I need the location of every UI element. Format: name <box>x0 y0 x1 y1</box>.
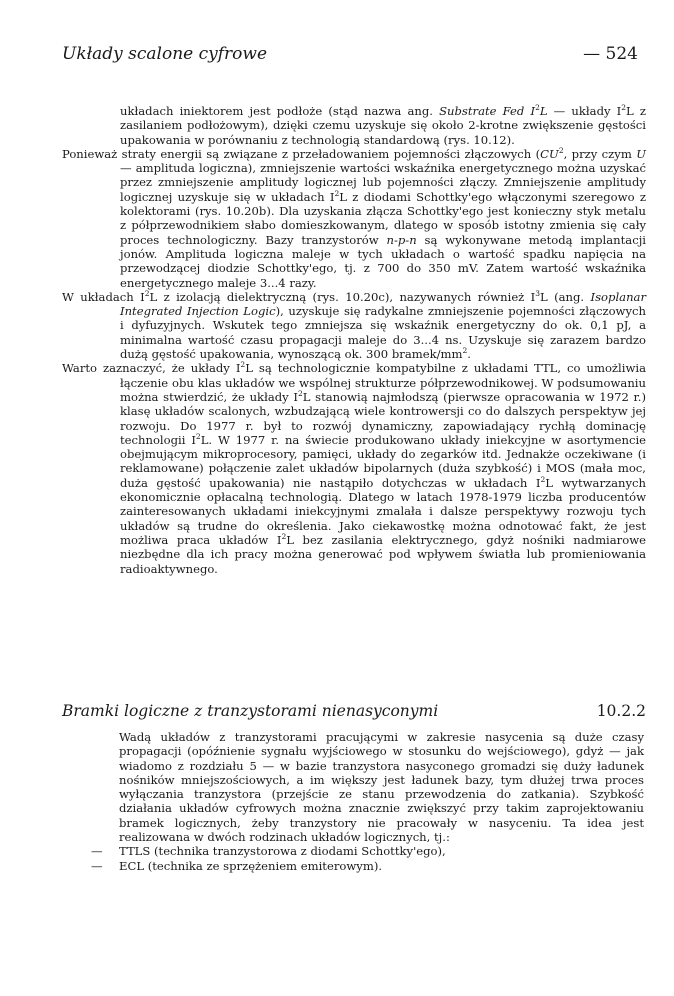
text-run: Ponieważ straty energii są związane z przeładowaniem pojemności złączowych ( <box>62 146 541 161</box>
text-run: L z izolacją dielektryczną (rys. 10.20c), nazywanych również I <box>149 289 536 304</box>
superscript: 2 <box>621 103 627 113</box>
text-run: Warto zaznaczyć, że układy I <box>62 361 241 376</box>
technology-list <box>91 844 644 873</box>
text-run: , przy czym <box>563 146 637 161</box>
text-run: CU <box>540 146 559 161</box>
paragraph-2 <box>62 147 646 290</box>
text-run: Isoplanar Integrated Injection Logic <box>120 289 646 319</box>
text-run: L bez zasilania elektrycznego, gdyż nośniki nadmiarowe niezbędne dla ich pracy można generować pod wpływem światła lub promieniowania radioaktywnego. <box>120 532 646 576</box>
text-run: L stanowią najmłodszą (pierwsze opracowania w 1972 r.) klasę układów scalonych, wzbudzającą wiele kontrowersji co do dalszych perspektyw jej rozwoju. Do 1977 r. był to rozwój dynamiczny, zapowiadający rychłą dominację technologii I <box>120 389 646 447</box>
text-run: L z zasilaniem podłożowym), dzięki czemu uzyskuje się około 2-krotne zwiększenie gęstości upakowania w porównaniu z technologią standardową (rys. 10.12). <box>120 104 646 147</box>
superscript: 2 <box>462 346 468 356</box>
paragraph-4 <box>62 361 646 575</box>
text-run: U <box>636 146 646 161</box>
text-run: są wykonywane metodą implantacji jonów. Amplituda logiczna maleje w tych układach o wartość spadku napięcia na przewodzącej diodzie Schottky'ego, tj. z 700 do 350 mV. Zatem wartość wskaźnika energetycznego maleje 3...4 razy. <box>120 232 647 290</box>
section-intro: Wadą układów z tranzystorami pracującymi w zakresie nasycenia są duże czasy propagacji (opóźnienie sygnału wyjściowego w stosunku do wejściowego), gdyż — jak wiadomo z rozdziału 5 — w bazie tranzystora nasyconego gromadzi się duży ładunek nośników mniejszościowych, a im większy jest ładunek bazy, tym dłużej trwa proces wyłączania tranzystora (przejście ze stanu przewodzenia do zatkania). Szybkość działania układów cyfrowych można znacznie zwiększyć przy takim zaprojektowaniu bramek logicznych, żeby tranzystory nie pracowały w nasyceniu. Ta idea jest realizowana w dwóch rodzinach układów logicznych, tj.: <box>119 730 644 845</box>
running-title: Układy scalone cyfrowe <box>62 44 268 64</box>
paragraph-3 <box>62 290 646 361</box>
list-item <box>91 844 644 859</box>
superscript: 3 <box>535 289 541 298</box>
text-run: Substrate Fed I <box>439 104 536 118</box>
section-number: 10.2.2 <box>596 702 646 720</box>
superscript: 2 <box>540 474 546 484</box>
text-run: — amplituda logiczna), zmniejszenie wartości wskaźnika energetycznego można uzyskać przez zmniejszenie amplitudy logicznej lub pojemności złączy. Zmniejszenie amplitudy logicznej uzyskuje się w układach I <box>120 161 646 204</box>
list-dash: — <box>91 858 103 873</box>
text-run: . <box>467 347 471 362</box>
text-run: L z diodami Schottky'ego włączonymi szeregowo z kolektorami (rys. 10.20b). Dla uzyskania złącza Schottky'ego jest konieczny styk metalu z półprzewodnikiem słabo domieszkowanym, dlatego w sposób istotny zmienia się cały proces technologiczny. Bazy tranzystorów <box>120 189 646 247</box>
paragraph-1 <box>62 104 646 147</box>
text-run: n-p-n <box>386 232 417 247</box>
page-number: — 524 <box>583 44 638 64</box>
text-run: układach iniektorem jest podłoże (stąd nazwa ang. <box>120 104 440 118</box>
superscript: 2 <box>144 289 150 298</box>
list-item <box>91 858 644 873</box>
list-item-text: ECL (technika ze sprzężeniem emiterowym). <box>119 858 383 873</box>
list-item-text: TTLS (technika tranzystorowa z diodami Schottky'ego), <box>119 844 446 859</box>
superscript: 2 <box>281 532 287 542</box>
superscript: 2 <box>240 360 246 370</box>
superscript: 2 <box>535 103 540 113</box>
superscript: 2 <box>334 188 340 198</box>
superscript: 2 <box>558 146 564 156</box>
text-run: L <box>539 104 548 118</box>
text-run: — układy I <box>547 104 622 118</box>
text-run: L wytwarzanych ekonomicznie opłacalną technologią. Dlatego w latach 1978-1979 liczba producentów zainteresowanych układami iniekcyjnymi zmalała i dalsze perspektywy rozwoju tych układów są trudne do określenia. Jako ciekawostkę można odnotować fakt, że jest możliwa praca układów I <box>120 475 646 547</box>
superscript: 2 <box>297 389 303 399</box>
page-header <box>62 44 638 70</box>
text-run: L (ang. <box>540 289 591 304</box>
superscript: 2 <box>195 431 201 441</box>
body-text <box>62 104 646 576</box>
list-dash: — <box>91 844 103 859</box>
text-run: W układach I <box>62 289 145 304</box>
section-heading <box>62 702 646 724</box>
section-body <box>91 730 644 873</box>
text-run: L są technologicznie kompatybilne z układami TTL, co umożliwia łączenie obu klas układów we wspólnej strukturze półprzewodnikowej. W podsumowaniu można stwierdzić, że układy I <box>120 361 646 404</box>
text-run: L. W 1977 r. na świecie produkowano układy iniekcyjne w asortymencie obejmującym mikroprocesory, pamięci, układy do zegarków itd. Jednakże oczekiwane (i reklamowane) połączenie zalet układów bipolarnych (duża szybkość) i MOS (mała moc, duża gęstość upakowania) nie nastąpiło dotychczas w układach I <box>120 432 647 490</box>
section-title: Bramki logiczne z tranzystorami nienasyconymi <box>62 702 439 720</box>
text-run: ), uzyskuje się radykalne zmniejszenie pojemności złączowych i dyfuzyjnych. Wskutek tego zmniejsza się wskaźnik energetyczny do ok. 0,1 pJ, a minimalna wartość czasu propagacji maleje do 3...4 ns. Uzyskuje się zarazem bardzo dużą gęstość upakowania, wynoszącą ok. 300 bramek/mm <box>120 304 646 362</box>
